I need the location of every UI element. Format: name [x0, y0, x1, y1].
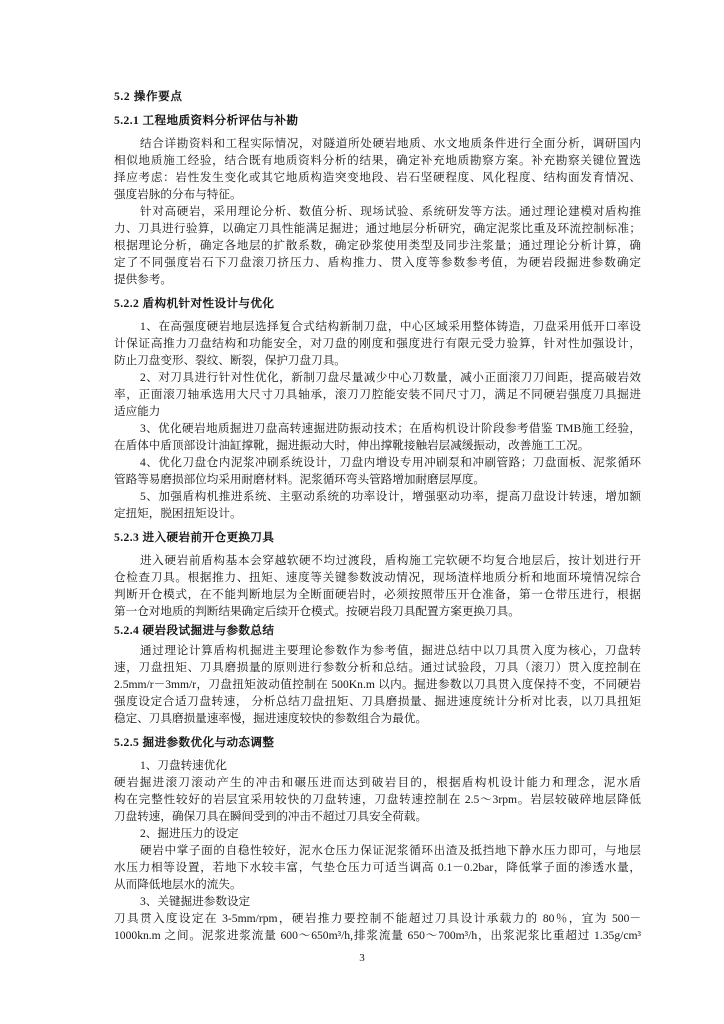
subsection-5-2-3	[114, 522, 641, 620]
paragraph-line: 稳定、刀具磨损量速率慢，掘进速度较快的参数组合为最优。	[114, 712, 428, 725]
paragraph	[114, 552, 641, 620]
list-item	[114, 420, 641, 454]
item-heading: 1、刀盘转速优化	[140, 759, 227, 772]
paragraph-line: 第一仓对地质的判断结果确定后续开仓模式。按硬岩段刀具配置方案更换刀具。	[114, 605, 520, 618]
subsection-5-2-4	[114, 620, 641, 727]
paragraph-line: 结合详勘资料和工程实际情况，对隧道所处硬岩地质、水文地质条件进行全面分析，调研国内	[140, 137, 641, 150]
paragraph-line: 1000kn.m 之间。泥浆进浆流量 600～650m³/h,排浆流量 650～700m³/h，出浆泥浆比重超过 1.35g/cm³	[114, 929, 641, 942]
paragraph-line: 管路等易磨损部位均采用耐磨材料。泥浆循环弯头管路增加耐磨层厚度。	[114, 473, 486, 486]
paragraph-line: 率，正面滚刀轴承选用大尺寸刀具轴承，滚刀刀腔能安装不同尺寸刀，满足不同硬岩强度刀具掘进	[114, 388, 641, 401]
paragraph-line: 针对高硬岩，采用理论分析、数值分析、现场试验、系统研发等方法。通过理论建模对盾构推	[140, 205, 641, 218]
paragraph	[114, 135, 641, 203]
paragraph-line: 根据理论分析，确定各地层的扩散系数，确定砂浆使用类型及同步注浆量；通过理论分析计算，确	[114, 239, 641, 252]
paragraph-line: 1、在高强度硬岩地层选择复合式结构新制刀盘，中心区域采用整体铸造，刀盘采用低开口率设	[140, 320, 641, 333]
paragraph-line: 2、对刀具进行针对性优化，新制刀盘尽量减少中心刀数量，减小正面滚刀刀间距，提高破岩效	[140, 371, 641, 384]
paragraph	[114, 642, 641, 727]
paragraph	[114, 203, 641, 288]
subsection-title: 5.2.4 硬岩段试掘进与参数总结	[114, 624, 275, 637]
paragraph-line: 仓检查刀具。根据推力、扭矩、速度等关键参数波动情况，现场渣样地质分析和地面环境情况综合	[114, 571, 641, 584]
subsection-5-2-1	[114, 112, 641, 288]
paragraph-line: 在盾体中盾顶部设计油缸撑靴，掘进振动大时，伸出撑靴接触岩层减缓振动，改善施工工况。	[114, 439, 590, 452]
paragraph-line: 强度岩脉的分布与特征。	[114, 188, 242, 201]
paragraph-line: 定了不同强度岩石下刀盘滚刀挤压力、盾构推力、贯入度等参数参考值，为硬岩段掘进参数确定	[114, 256, 641, 269]
list-item	[114, 757, 641, 825]
paragraph-line: 判断开仓模式，在不能判断地层为全断面硬岩时，必须按照带压开仓准备，第一仓带压进行，根据	[114, 588, 641, 601]
paragraph-line: 3、优化硬岩地质掘进刀盘高转速掘进防振动技术；在盾构机设计阶段参考借鉴 TMB施工经验，	[140, 422, 641, 435]
list-item	[114, 369, 641, 420]
paragraph-line: 5、加强盾构机推进系统、主驱动系统的功率设计，增强驱动功率，提高刀盘设计转速，增加额	[140, 490, 641, 503]
paragraph-line: 硬岩中掌子面的自稳性较好，泥水仓压力保证泥浆循环出渣及抵挡地下静水压力即可，与地层	[140, 844, 641, 857]
paragraph-line: 通过理论计算盾构机掘进主要理论参数作为参考值，掘进总结中以刀具贯入度为核心，刀盘转	[140, 644, 641, 657]
paragraph-line: 刀具贯入度设定在 3-5mm/rpm，硬岩推力要控制不能超过刀具设计承载力的 80％，宜为 500－	[114, 912, 641, 925]
paragraph-line: 定扭矩，脱困扭矩设计。	[114, 507, 242, 520]
paragraph-line: 防止刀盘变形、裂纹、断裂，保护刀盘刀具。	[114, 354, 346, 367]
list-item	[114, 825, 641, 893]
list-item	[114, 318, 641, 369]
paragraph-line: 硬岩掘进滚刀滚动产生的冲击和碾压进而达到破岩目的，根据盾构机设计能力和理念，泥水盾	[114, 776, 641, 789]
subsection-title: 5.2.5 掘进参数优化与动态调整	[114, 736, 275, 749]
paragraph-line: 强度设定合适刀盘转速， 分析总结刀盘扭矩、刀具磨损量、掘进速度统计分析对比表，以刀具扭矩	[114, 695, 641, 708]
subsection-title: 5.2.1 工程地质资料分析评估与补勘	[114, 114, 299, 127]
page-number: 3	[359, 952, 365, 964]
paragraph-line: 速，刀盘扭矩、刀具磨损量的原则进行参数分析和总结。通过试验段，刀具（滚刀）贯入度控制在	[114, 661, 641, 674]
paragraph-line: 适应能力	[114, 405, 161, 418]
paragraph-line: 2.5mm/r－3mm/r，刀盘扭矩波动值控制在 500Kn.m 以内。掘进参数以刀具贯入度保持不变，不同硬岩	[114, 678, 641, 691]
item-heading: 2、掘进压力的设定	[140, 827, 239, 840]
paragraph-line: 力、刀具进行验算，以确定刀具性能满足掘进；通过地层分析研究，确定泥浆比重及环流控制标准；	[114, 222, 641, 235]
paragraph-line: 4、优化刀盘仓内泥浆冲刷系统设计，刀盘内增设专用冲刷泵和冲刷管路；刀盘面板、泥浆循环	[140, 456, 641, 469]
paragraph-line: 择应考虑：岩性发生变化或其它地质构造突变地段、岩石坚硬程度、风化程度、结构面发育情况、	[114, 171, 641, 184]
section-heading: 5.2 操作要点	[114, 90, 183, 103]
paragraph-line: 相似地质施工经验，结合既有地质资料分析的结果，确定补充地质勘察方案。补充勘察关键位置选	[114, 154, 641, 167]
paragraph-line: 构在完整性较好的岩层宜采用较快的刀盘转速，刀盘转速控制在 2.5～3rpm。岩层较破碎地层降低	[114, 793, 641, 806]
paragraph-line: 水压力相等设置，若地下水较丰富，气垫仓压力可适当调高 0.1－0.2bar，降低掌子面的渗透水量，	[114, 861, 641, 874]
paragraph-line: 提供参考。	[114, 273, 172, 286]
subsection-5-2-5	[114, 727, 641, 944]
item-heading: 3、关键掘进参数设定	[140, 895, 251, 908]
list-item	[114, 488, 641, 522]
paragraph-line: 刀盘转速，确保刀具在瞬间受到的冲击不超过刀具安全荷载。	[114, 810, 428, 823]
subsection-title: 5.2.3 进入硬岩前开仓更换刀具	[114, 531, 275, 544]
paragraph-line: 计保证高推力刀盘结构和功能安全，对刀盘的刚度和强度进行有限元受力验算，针对性加强设计，	[114, 337, 641, 350]
list-item	[114, 454, 641, 488]
subsection-5-2-2	[114, 288, 641, 522]
paragraph-line: 进入硬岩前盾构基本会穿越软硬不均过渡段，盾构施工完软硬不均复合地层后，按计划进行开	[140, 554, 641, 567]
paragraph-line: 从而降低地层水的流失。	[114, 878, 242, 891]
list-item	[114, 893, 641, 944]
subsection-title: 5.2.2 盾构机针对性设计与优化	[114, 297, 275, 310]
page-content	[114, 88, 641, 944]
